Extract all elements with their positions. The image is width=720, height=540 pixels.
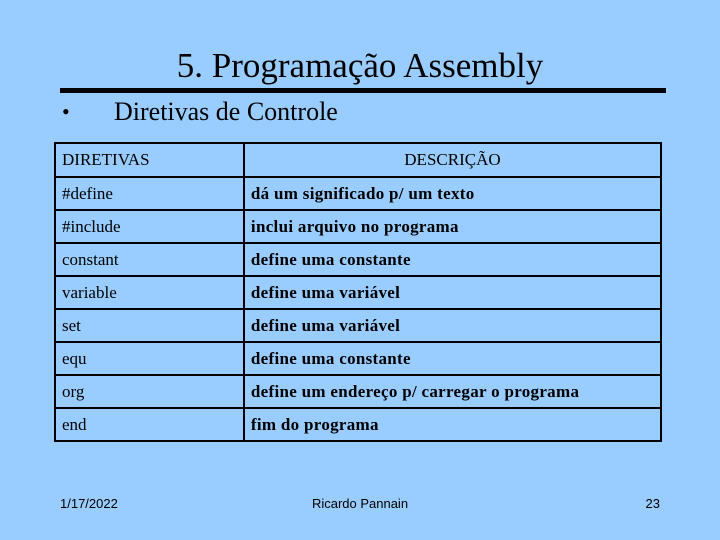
directive-cell: variable <box>55 276 244 309</box>
slide-title: 5. Programação Assembly <box>176 46 544 85</box>
table-row <box>55 375 661 408</box>
description-cell: define um endereço p/ carregar o programa <box>244 375 661 408</box>
description-cell: fim do programa <box>244 408 661 441</box>
table-row <box>55 243 661 276</box>
bullet-marker: • <box>62 99 70 124</box>
directive-cell: equ <box>55 342 244 375</box>
directive-cell: org <box>55 375 244 408</box>
title-underline <box>60 88 666 93</box>
directive-cell: end <box>55 408 244 441</box>
table-row <box>55 408 661 441</box>
description-cell: define uma variável <box>244 276 661 309</box>
directive-cell: constant <box>55 243 244 276</box>
header-description: DESCRIÇÃO <box>244 143 661 177</box>
description-cell: define uma constante <box>244 243 661 276</box>
directive-cell: #include <box>55 210 244 243</box>
footer-author: Ricardo Pannain <box>311 496 409 511</box>
description-cell: inclui arquivo no programa <box>244 210 661 243</box>
footer-page-number: 23 <box>645 496 660 511</box>
table-row <box>55 309 661 342</box>
footer-date: 1/17/2022 <box>60 496 118 511</box>
directive-cell: set <box>55 309 244 342</box>
slide-subtitle: Diretivas de Controle <box>114 97 338 126</box>
description-cell: dá um significado p/ um texto <box>244 177 661 210</box>
header-directives: DIRETIVAS <box>55 143 244 177</box>
table-row <box>55 276 661 309</box>
table-row <box>55 210 661 243</box>
table-row <box>55 342 661 375</box>
description-cell: define uma constante <box>244 342 661 375</box>
table-header-row <box>55 143 661 177</box>
directive-cell: #define <box>55 177 244 210</box>
directives-table <box>54 142 662 442</box>
description-cell: define uma variável <box>244 309 661 342</box>
table-row <box>55 177 661 210</box>
